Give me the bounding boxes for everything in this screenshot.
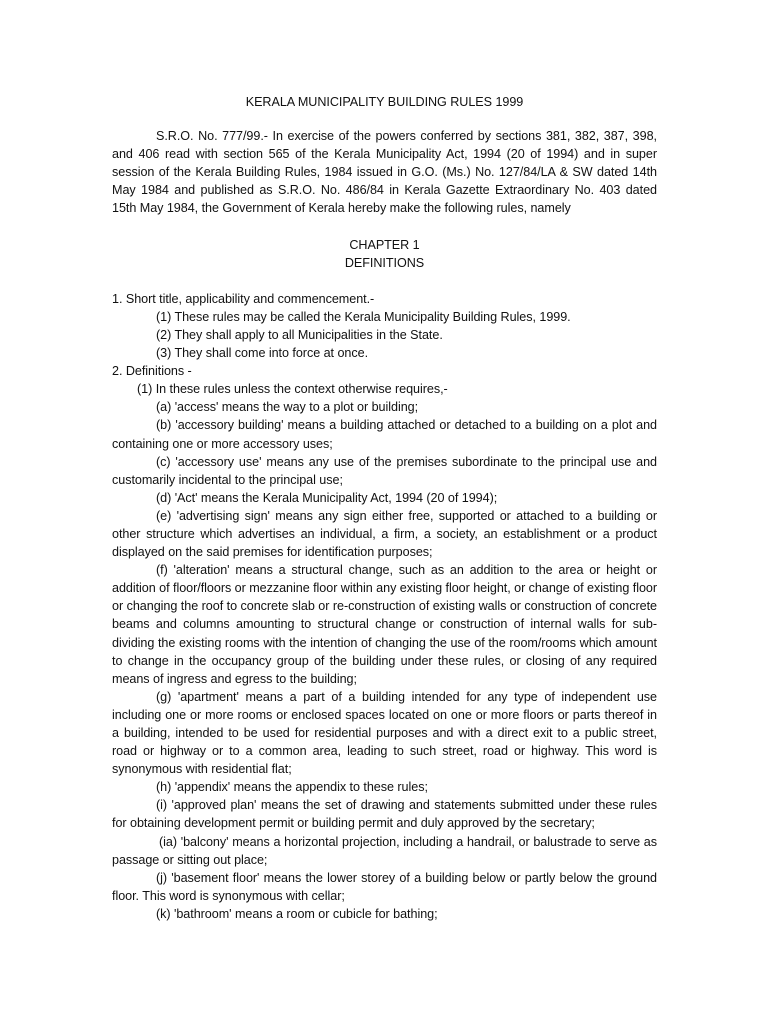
definition-appendix: (h) 'appendix' means the appendix to these rules; [156, 780, 428, 795]
definition-basement-floor: (j) 'basement floor' means the lower storey of a building below or partly below the ground floor. This word is synonymous with cellar; [112, 870, 657, 903]
rule-2-subheading: (1) In these rules unless the context otherwise requires,- [137, 382, 448, 397]
rule-1-item: (1) These rules may be called the Kerala Municipality Building Rules, 1999. [156, 309, 571, 324]
definition-approved-plan: (i) 'approved plan' means the set of drawing and statements submitted under these rules for obtaining development permit or building permit and duly approved by the secretary; [112, 798, 657, 831]
definition-accessory-building: (b) 'accessory building' means a building attached or detached to a building on a plot and containing one or more accessory uses; [112, 418, 657, 451]
document-title: KERALA MUNICIPALITY BUILDING RULES 1999 [245, 95, 524, 109]
chapter-heading [112, 236, 657, 272]
definition-bathroom: (k) 'bathroom' means a room or cubicle for bathing; [156, 906, 438, 921]
chapter-name: DEFINITIONS [344, 255, 425, 270]
rule-1-heading: 1. Short title, applicability and commencement.- [112, 291, 375, 306]
definition-advertising-sign: (e) 'advertising sign' means any sign either free, supported or attached to a building or other structure which advertises an individual, a firm, a society, an establishment or a product displayed on the said premises for identification purposes; [112, 508, 657, 560]
rule-1-item: (2) They shall apply to all Municipalities in the State. [156, 327, 443, 342]
definition-access: (a) 'access' means the way to a plot or building; [156, 400, 419, 415]
definition-balcony: (ia) 'balcony' means a horizontal projection, including a handrail, or balustrade to serve as passage or sitting out place; [112, 834, 657, 867]
rule-2-heading: 2. Definitions - [112, 364, 192, 379]
definition-apartment: (g) 'apartment' means a part of a building intended for any type of independent use including one or more rooms or enclosed spaces located on one or more floors or parts thereof in a building, intended to be used for residential purposes and with a direct exit to a public street, road or highway or to a common area, leading to such street, road or highway. This word is synonymous with residential flat; [112, 689, 657, 777]
chapter-number: CHAPTER 1 [349, 237, 420, 252]
definition-alteration: (f) 'alteration' means a structural change, such as an addition to the area or height or addition of floor/floors or mezzanine floor within any existing floor height, or change of existing floor or changing the roof to concrete slab or re-construction of existing walls or construction of concrete beams and columns amounting to structural change or construction of internal walls for sub-dividing the existing rooms with the intention of changing the use of the room/rooms which amount to change in the occupancy group of the building under these rules, or closing of any required means of ingress and egress to the building; [112, 563, 657, 686]
definition-act: (d) 'Act' means the Kerala Municipality Act, 1994 (20 of 1994); [156, 490, 498, 505]
rule-1-item: (3) They shall come into force at once. [156, 346, 369, 361]
intro-paragraph: S.R.O. No. 777/99.- In exercise of the powers conferred by sections 381, 382, 387, 398, and 406 read with section 565 of the Kerala Municipality Act, 1994 (20 of 1994) and in super session of the Kerala Building Rules, 1984 issued in G.O. (Ms.) No. 127/84/LA & SW dated 14th May 1984 and published as S.R.O. No. 486/84 in Kerala Gazette Extraordinary No. 403 dated 15th May 1984, the Government of Kerala hereby make the following rules, namely [112, 129, 657, 216]
definition-accessory-use: (c) 'accessory use' means any use of the premises subordinate to the principal use and customarily incidental to the principal use; [112, 454, 657, 487]
